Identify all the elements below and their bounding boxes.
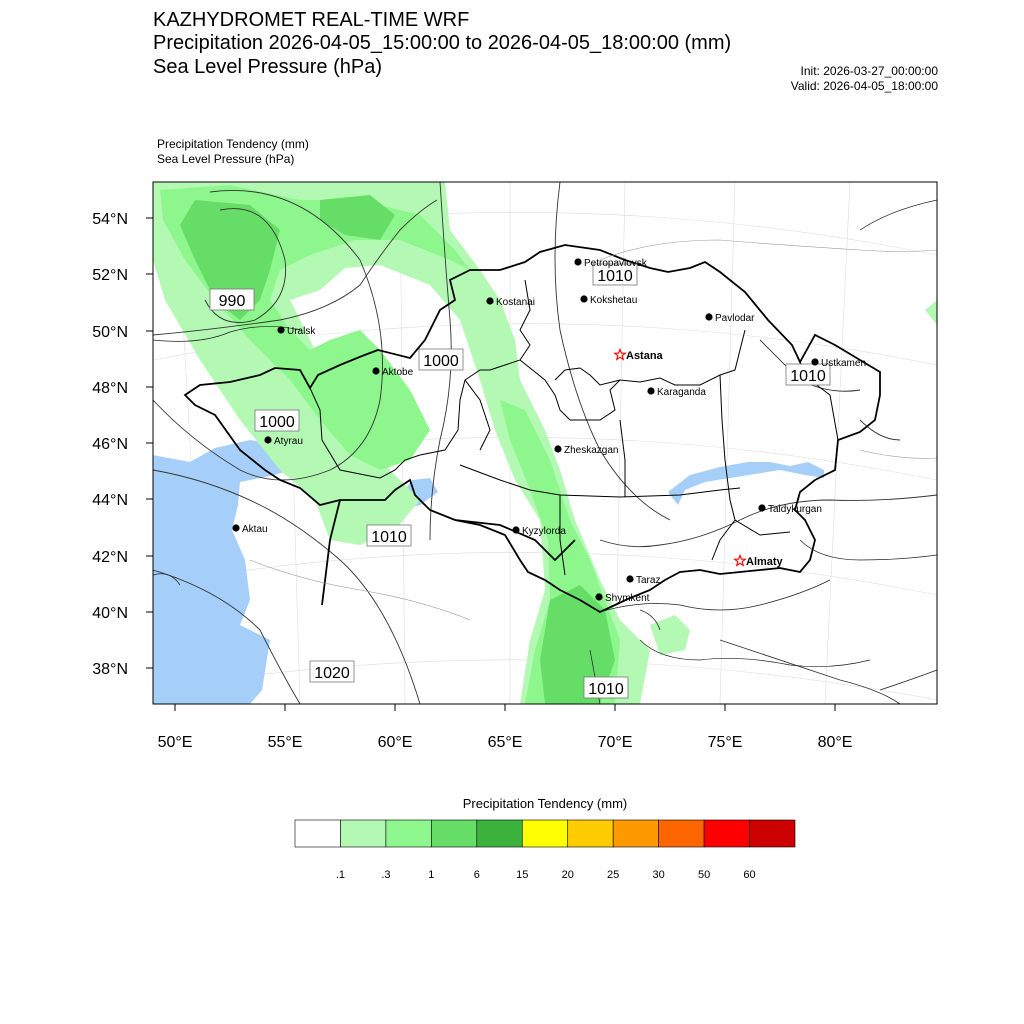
colorbar-swatch: [568, 820, 613, 847]
colorbar-tick-label: .3: [381, 869, 391, 881]
lat-label: 42°N: [92, 549, 128, 566]
colorbar-tick-label: 25: [607, 869, 620, 881]
pressure-title: Sea Level Pressure (hPa): [153, 56, 383, 78]
isobar-label: 1010: [371, 529, 407, 546]
city-dot: [574, 258, 581, 265]
city-label: Karaganda: [657, 387, 706, 398]
city-label: Kostanai: [496, 297, 535, 308]
city-dot: [758, 504, 765, 511]
lon-label: 70°E: [597, 734, 633, 751]
colorbar-tick-label: 60: [743, 869, 756, 881]
colorbar-swatch: [704, 820, 749, 847]
city-dot: [277, 326, 284, 333]
colorbar-swatch: [386, 820, 431, 847]
colorbar-tick-label: 6: [473, 869, 480, 881]
isobar-label: 1000: [259, 414, 295, 431]
colorbar-swatch: [477, 820, 522, 847]
colorbar-title: Precipitation Tendency (mm): [462, 796, 628, 811]
city-dot: [626, 575, 633, 582]
city-dot: [264, 436, 271, 443]
colorbar-swatch: [750, 820, 795, 847]
city-label: Petropavlovsk: [584, 258, 647, 269]
colorbar-tick-label: 15: [516, 869, 529, 881]
city-dot: [486, 297, 493, 304]
city-label: Aktobe: [382, 367, 414, 378]
chart-title: KAZHYDROMET REAL-TIME WRF: [153, 9, 470, 31]
colorbar-tick-label: 50: [697, 869, 711, 881]
city-label: Taldykurgan: [768, 504, 822, 515]
isobar-label: 990: [218, 293, 246, 310]
init-time: Init: 2026-03-27_00:00:00: [800, 64, 938, 78]
city-label: Pavlodar: [715, 313, 755, 324]
city-dot: [580, 295, 587, 302]
lat-label: 48°N: [92, 380, 128, 397]
city-label: Almaty: [746, 556, 783, 568]
colorbar-tick-label: 20: [561, 869, 574, 881]
lon-label: 65°E: [487, 734, 523, 751]
city-dot: [705, 313, 712, 320]
colorbar-swatch: [431, 820, 476, 847]
lat-label: 46°N: [92, 436, 128, 453]
city-dot: [372, 367, 379, 374]
city-label: Kyzylorda: [522, 526, 566, 537]
lon-label: 75°E: [707, 734, 743, 751]
city-dot: [232, 524, 239, 531]
city-dot: [647, 387, 654, 394]
city-label: Shymkent: [605, 593, 650, 604]
city-dot: [512, 526, 519, 533]
lat-label: 38°N: [92, 661, 128, 678]
map-layers: [153, 182, 937, 704]
city-dot: [811, 358, 818, 365]
city-label: Aktau: [242, 524, 268, 535]
capital-star-icon: [615, 350, 625, 360]
lat-label: 44°N: [92, 492, 128, 509]
city-dot: [595, 593, 602, 600]
colorbar-swatch: [522, 820, 567, 847]
lat-label: 54°N: [92, 211, 128, 228]
isobar-label: 1010: [588, 681, 624, 698]
lon-label: 80°E: [817, 734, 853, 751]
field-label-precip: Precipitation Tendency (mm): [157, 137, 309, 151]
water-bodies: [153, 440, 824, 704]
city-label: Ustkamen: [821, 358, 867, 369]
precip-period-title: Precipitation 2026-04-05_15:00:00 to 2026-04-05_18:00:00 (mm): [153, 32, 732, 54]
city-label: Astana: [626, 350, 663, 362]
colorbar-tick-label: .1: [335, 869, 346, 881]
city-label: Taraz: [636, 575, 661, 586]
balkhash-lake: [668, 462, 824, 505]
colorbar: [295, 820, 795, 881]
lon-label: 55°E: [267, 734, 303, 751]
lat-label: 50°N: [92, 324, 128, 341]
colorbar-tick-label: 30: [652, 869, 665, 881]
isobar-label: 1020: [314, 665, 350, 682]
city-label: Zheskazgan: [564, 445, 619, 456]
lat-label: 40°N: [92, 605, 128, 622]
valid-time: Valid: 2026-04-05_18:00:00: [790, 79, 938, 93]
colorbar-swatch: [340, 820, 385, 847]
isobar-label: 1010: [597, 268, 633, 285]
colorbar-swatch: [659, 820, 704, 847]
city-label: Kokshetau: [590, 295, 638, 306]
city-label: Atyrau: [274, 436, 303, 447]
longitude-axis: [158, 704, 853, 751]
lon-label: 50°E: [157, 734, 193, 751]
isobar-label: 1000: [423, 353, 459, 370]
isobar-label: 1010: [790, 368, 826, 385]
latitude-axis: [92, 211, 153, 678]
colorbar-swatch: [295, 820, 340, 847]
colorbar-tick-label: 1: [428, 869, 435, 881]
field-label-pressure: Sea Level Pressure (hPa): [157, 152, 295, 166]
city-dot: [554, 445, 561, 452]
lat-label: 52°N: [92, 267, 128, 284]
lon-label: 60°E: [377, 734, 413, 751]
colorbar-swatch: [613, 820, 658, 847]
precipitation-field: [153, 182, 937, 704]
city-label: Uralsk: [287, 326, 316, 337]
